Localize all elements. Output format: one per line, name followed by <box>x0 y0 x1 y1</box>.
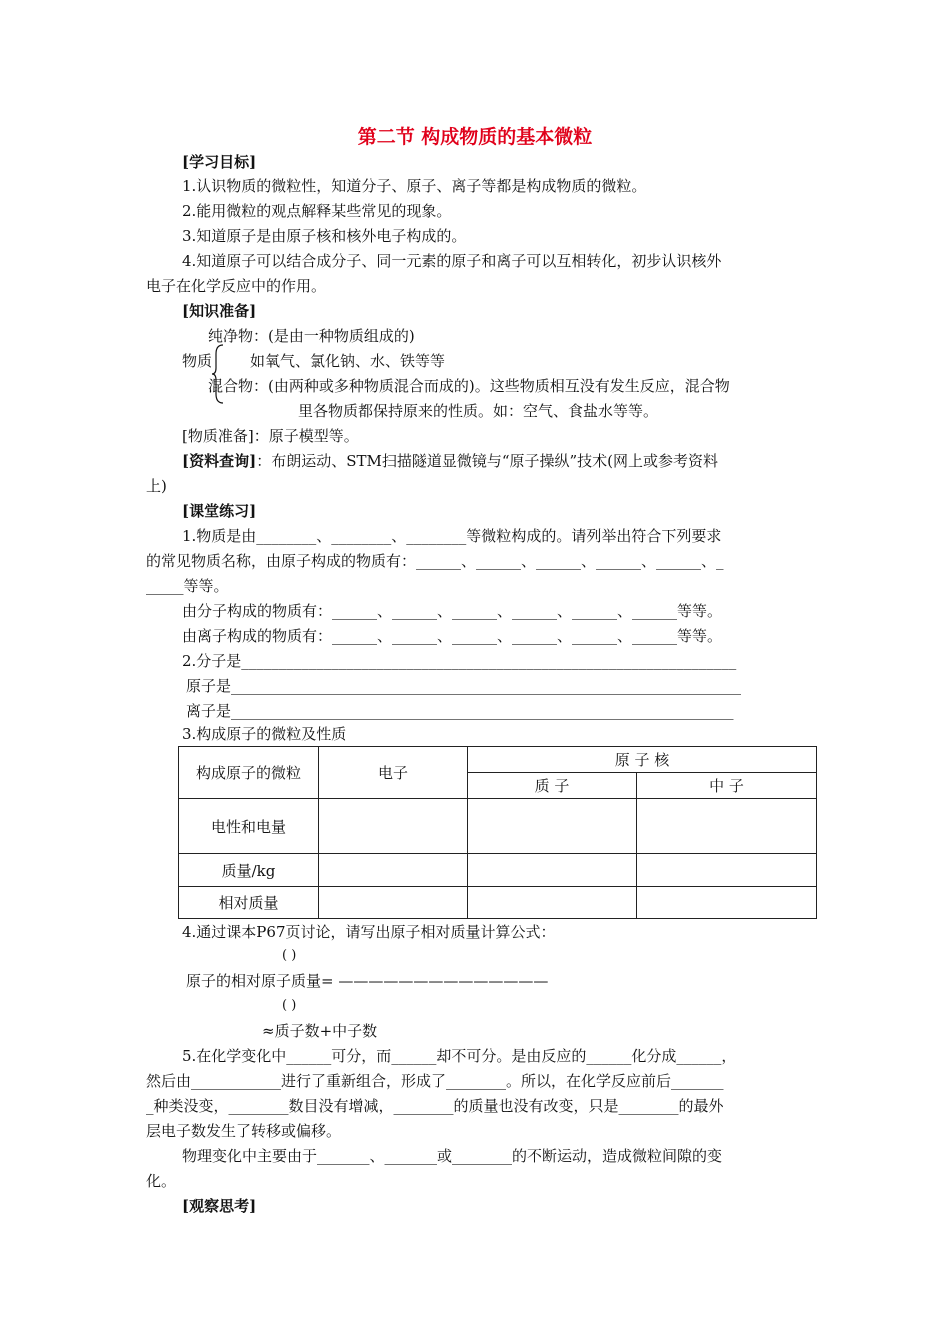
formula-paren-bottom: ( ) <box>282 998 297 1013</box>
question-5-line: 层电子数发生了转移或偏移。 <box>146 1122 342 1140</box>
objective-item: 1.认识物质的微粒性，知道分子、原子、离子等都是构成物质的微粒。 <box>182 177 647 195</box>
table-cell <box>319 887 468 919</box>
question-1-line: 1.物质是由________、________、________等微粒构成的。请列举出符合下列要求 <box>182 527 722 545</box>
header-proton: 质 子 <box>468 773 637 799</box>
materials-text: ：原子模型等。 <box>253 427 359 445</box>
table-cell <box>319 799 468 854</box>
question-1-line: _____等等。 <box>146 577 229 595</box>
reference-heading: [资料查询] <box>182 452 257 470</box>
row-relative-mass-label: 相对质量 <box>179 887 319 919</box>
materials-heading: [物质准备] <box>182 427 254 445</box>
table-cell <box>468 887 637 919</box>
mixture-text-cont: 里各物质都保持原来的性质。如：空气、食盐水等等。 <box>298 402 659 420</box>
knowledge-heading: [知识准备] <box>182 302 257 320</box>
reference-text-cont: 上) <box>146 477 167 495</box>
table-cell <box>637 799 817 854</box>
question-2-atom: 原子是____________________________________________________________________ <box>186 677 742 695</box>
question-5-line: 物理变化中主要由于_______、_______或________的不断运动，造成微粒间隙的变 <box>182 1147 723 1165</box>
atom-particle-table <box>178 746 817 919</box>
header-particle: 构成原子的微粒 <box>179 747 319 799</box>
question-2-ion: 离子是___________________________________________________________________ <box>186 702 734 720</box>
objective-item: 4.知道原子可以结合成分子、同一元素的原子和离子可以互相转化，初步认识核外 <box>182 252 722 270</box>
table-cell <box>637 854 817 887</box>
objective-item: 2.能用微粒的观点解释某些常见的现象。 <box>182 202 452 220</box>
row-mass-label: 质量/kg <box>179 854 319 887</box>
header-neutron: 中 子 <box>637 773 817 799</box>
question-3-title: 3.构成原子的微粒及性质 <box>182 725 347 743</box>
question-4-title: 4.通过课本P67页讨论，请写出原子相对质量计算公式： <box>182 923 556 941</box>
objective-item: 电子在化学反应中的作用。 <box>146 277 327 295</box>
row-charge-label: 电性和电量 <box>179 799 319 854</box>
table-cell <box>637 887 817 919</box>
question-5-line: 5.在化学变化中______可分，而______却不可分。是由反应的______化分成______， <box>182 1047 737 1065</box>
mixture-text: 混合物：(由两种或多种物质混合而成的)。这些物质相互没有发生反应，混合物 <box>208 377 730 395</box>
question-1-line: 由离子构成的物质有：______、______、______、______、______、______等等。 <box>182 627 723 645</box>
header-nucleus: 原 子 核 <box>468 747 817 773</box>
substance-label: 物质 <box>182 352 213 370</box>
formula-paren-top: ( ) <box>282 948 297 963</box>
question-5-line: 化。 <box>146 1172 177 1190</box>
question-1-line: 的常见物质名称，由原子构成的物质有：______、______、______、______、______、_ <box>146 552 724 570</box>
table-cell <box>468 799 637 854</box>
question-1-line: 由分子构成的物质有：______、______、______、______、______、______等等。 <box>182 602 723 620</box>
practice-heading: [课堂练习] <box>182 502 257 520</box>
formula-approx: ≈质子数+中子数 <box>262 1022 378 1040</box>
pure-substance-text: 纯净物：(是由一种物质组成的) <box>208 327 415 345</box>
question-5-line: _种类没变，________数目没有增减，________的质量也没有改变，只是________的最外 <box>146 1097 724 1115</box>
header-electron: 电子 <box>319 747 468 799</box>
objectives-heading: [学习目标] <box>182 153 257 171</box>
table-cell <box>468 854 637 887</box>
formula-line: 原子的相对原子质量= —————————————— <box>186 972 549 990</box>
table-cell <box>319 854 468 887</box>
pure-examples-text: 如氧气、氯化钠、水、铁等等 <box>250 352 446 370</box>
question-5-line: 然后由____________进行了重新组合，形成了________。所以，在化学反应前后_______ <box>146 1072 724 1090</box>
observe-heading: [观察思考] <box>182 1197 257 1215</box>
page-title: 第二节 构成物质的基本微粒 <box>357 126 593 148</box>
objective-item: 3.知道原子是由原子核和核外电子构成的。 <box>182 227 467 245</box>
reference-line <box>182 449 718 473</box>
materials-line <box>182 424 359 448</box>
question-2-molecule: 2.分子是__________________________________________________________________ <box>182 652 737 670</box>
reference-text: ：布朗运动、STM扫描隧道显微镜与“原子操纵”技术(网上或参考资料 <box>256 452 719 470</box>
